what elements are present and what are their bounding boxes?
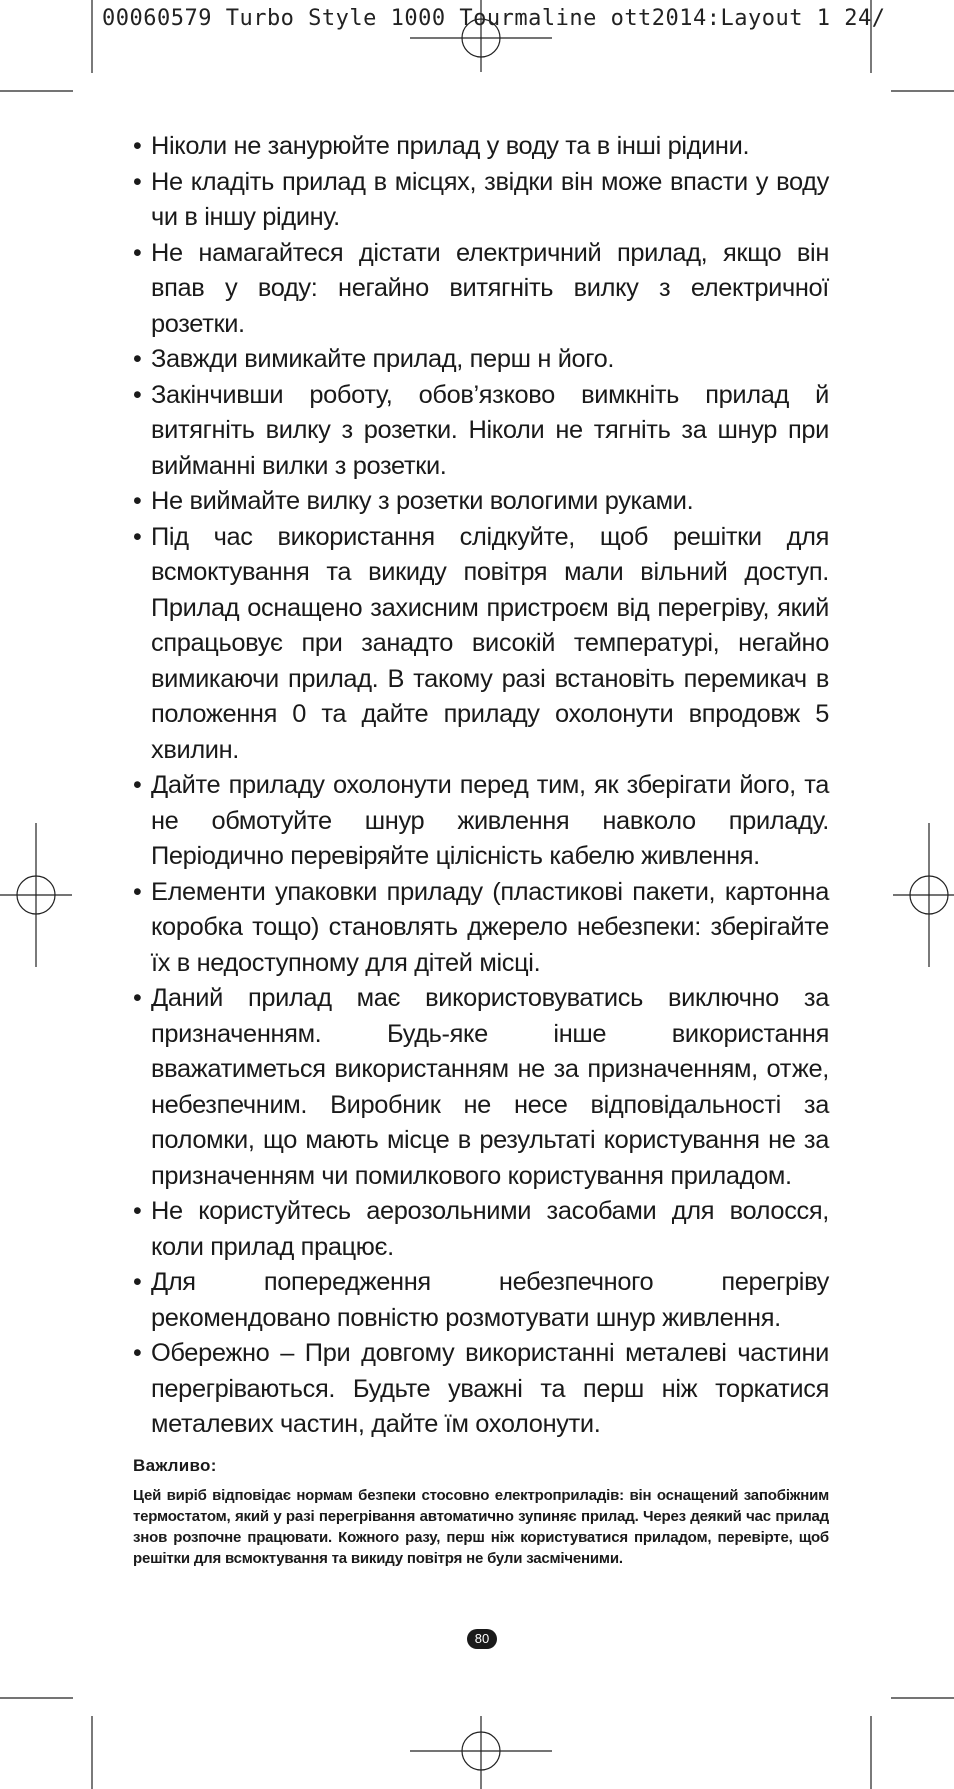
- bullet-icon: •: [133, 877, 142, 906]
- bullet-icon: •: [133, 1339, 142, 1367]
- list-item: [133, 165, 829, 236]
- page-number-badge: 80: [467, 1629, 497, 1649]
- bullet-icon: •: [133, 1268, 142, 1296]
- list-item: [133, 768, 829, 875]
- list-item: [133, 1265, 829, 1336]
- safety-list: [133, 129, 829, 1443]
- bullet-icon: •: [133, 487, 142, 515]
- list-item: [133, 342, 829, 378]
- list-item-text: Не намагайтеся дістати електричний прилад, якщо він впав у воду: негайно витягніть вилку з електричної розетки.: [151, 238, 829, 338]
- bullet-icon: •: [133, 984, 142, 1012]
- bullet-icon: •: [133, 1197, 142, 1225]
- bullet-icon: •: [133, 522, 142, 551]
- list-item-text: Обережно – При довгому використанні металеві частини перегріваються. Будьте уважні та перш ніж торкатися металевих частин, дайте їм охолонути.: [151, 1339, 829, 1438]
- bullet-icon: •: [133, 132, 142, 160]
- list-item-text: Не виймайте вилку з розетки вологими руками.: [151, 487, 694, 515]
- printer-slug-header: 00060579 Turbo Style 1000 Tourmaline ott2014:Layout 1 24/: [102, 6, 886, 31]
- right-registration-mark: [893, 823, 954, 967]
- list-item-text: Ніколи не занурюйте прилад у воду та в інші рідини.: [151, 132, 750, 160]
- list-item-text: Для попередження небезпечного перегріву рекомендовано повністю розмотувати шнур живлення.: [151, 1268, 829, 1332]
- list-item: [133, 1336, 829, 1443]
- bottom-registration-mark: [410, 1716, 552, 1789]
- list-item: [133, 875, 829, 982]
- list-item: [133, 484, 829, 520]
- bullet-icon: •: [133, 345, 142, 373]
- bullet-icon: •: [133, 771, 142, 799]
- list-item-text: Не користуйтесь аерозольними засобами для волосся, коли прилад працює.: [151, 1197, 829, 1261]
- bullet-icon: •: [133, 380, 142, 409]
- list-item-text: Даний прилад має використовуватись виключно за призначенням. Будь-яке інше використання вважатиметься використанням не за призначенням, отже, небезпечним. Виробник не несе відповідальності за поломки, що мають місце в результаті користування не за призначенням чи помилкового користування приладом.: [151, 984, 829, 1190]
- left-registration-mark: [0, 823, 72, 967]
- list-item: [133, 129, 829, 165]
- list-item: [133, 520, 829, 769]
- list-item: [133, 378, 829, 485]
- list-item: [133, 1194, 829, 1265]
- list-item-text: Закінчивши роботу, обов’язково вимкніть прилад й витягніть вилку з розетки. Ніколи не тягніть за шнур при вийманні вилки з розетки.: [151, 380, 829, 480]
- instructions-content: [133, 129, 829, 1569]
- list-item: [133, 981, 829, 1194]
- list-item-text: Не кладіть прилад в місцях, звідки він може впасти у воду чи в іншу рідину.: [151, 167, 829, 231]
- list-item-text: Дайте приладу охолонути перед тим, як зберігати його, та не обмотуйте шнур живлення навколо приладу. Періодично перевіряйте цілісність кабелю живлення.: [151, 771, 829, 870]
- important-notice-text: Цей виріб відповідає нормам безпеки стосовно електроприладів: він оснащений запобіжним термостатом, який у разі перегрівання автоматично зупиняє прилад. Через деякий час прилад знов розпочне працювати. Кожного разу, перш ніж користуватися приладом, перевірте, щоб решітки для всмоктування та викиду повітря не були засміченими.: [133, 1486, 829, 1567]
- list-item-text: Елементи упаковки приладу (пластикові пакети, картонна коробка тощо) становлять джерело небезпеки: зберігайте їх в недоступному для дітей місці.: [151, 877, 829, 977]
- list-item-text: Завжди вимикайте прилад, перш н його.: [151, 345, 615, 373]
- bullet-icon: •: [133, 167, 142, 196]
- list-item-text: Під час використання слідкуйте, щоб решітки для всмоктування та викиду повітря мали вільний доступ. Прилад оснащено захисним пристроєм від перегріву, який спрацьовує при занадто високій температурі, негайно вимикаючи прилад. В такому разі встановіть перемикач в положення 0 та дайте приладу охолонути впродовж 5 хвилин.: [151, 522, 829, 764]
- list-item: [133, 236, 829, 343]
- important-heading: Важливо:: [133, 1455, 217, 1475]
- bullet-icon: •: [133, 238, 142, 267]
